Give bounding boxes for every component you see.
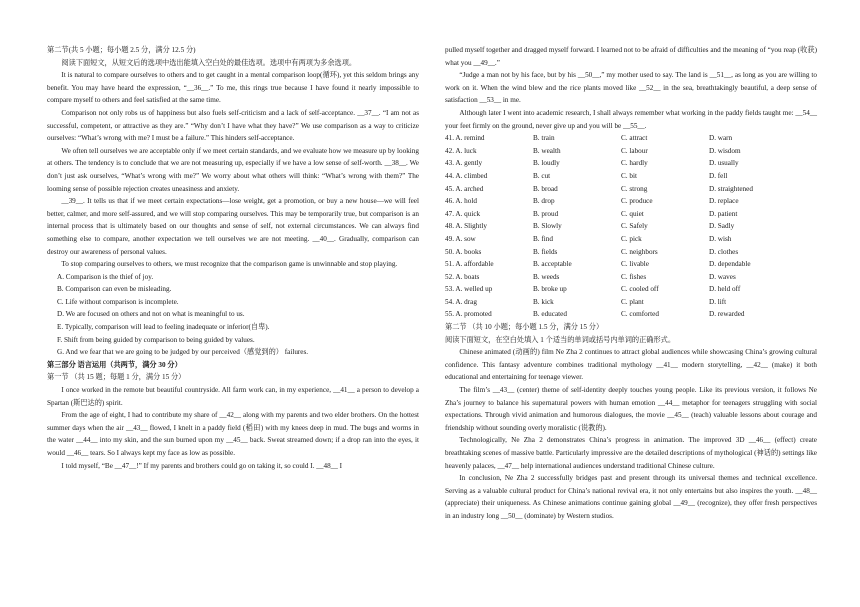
choice-cell: B. proud [533,209,559,218]
section2-title: 第二节 （共 10 小题；每小题 1.5 分，满分 15 分） [445,323,604,332]
grammar-paragraph: In conclusion, Ne Zha 2 successfully bridges past and present through its universal themes and technical excellence. Serving as a valuable cultural product for China’s national revival era, it not only entertains but also inspires the youth. __48__ (appreciate) their uniqueness. As Chinese animations continue gaining global __49__ (recognize), they offer fresh perspectives in an industry long __50__ (dominate) by Western studios. [445,474,817,520]
passage-paragraph: __39__. It tells us that if we meet certain expectations—lose weight, get a promotion, or buy a new house—we will feel better, calmer, and more self-assured, and we will stop comparing ourselves. This may be temporarily true, but comparison is an internal process that is ultimately based on our thoughts and sense of self, not external circumstances. We can always find something else to compare, another expectation we tell ourselves we are not meeting. __40__. Gradually, comparison can destroy our awareness of personal values. [47,197,419,256]
choice-cell: C. Safely [621,222,648,231]
choice-cell: C. quiet [621,209,644,218]
left-column [47,44,419,472]
choice-cell: B. educated [533,310,567,319]
choice-cell: D. usually [709,159,739,168]
part3-title: 第三部分 语言运用（共两节，满分 30 分） [47,360,182,369]
choice-cell: 51. A. affordable [445,260,494,269]
choice-cell: C. cooled off [621,285,659,294]
passage-paragraph: It is natural to compare ourselves to others and to get caught in a mental comparison loop(循环), yet this seldom brings any benefit. You may have heard the expression, “__36__.” To me, this rings true because I have found it nearly impossible to compare myself to others and feel satisfied at the same time. [47,71,419,105]
section2-instructions: 阅读下面短文，在空白处填入 1 个适当的单词或括号内单词的正确形式。 [445,335,676,344]
choice-cell: D. patient [709,209,738,218]
choice-cell: D. rewarded [709,310,745,319]
choice-cell: D. held off [709,285,741,294]
choice-cell: B. acceptable [533,260,572,269]
grammar-paragraph: Chinese animated (动画的) film Ne Zha 2 continues to attract global audiences while showcasing China’s growing cultural confidence. This fantasy adventure combines traditional mythology __41__ modern storytelling, __42__ (make) it both educational and entertaining for teenage viewer. [445,348,817,382]
section1-title: 第一节 （共 15 题；每题 1 分，满分 15 分） [47,373,186,382]
option-b: B. Comparison can even be misleading. [57,285,172,294]
choice-cell: C. strong [621,184,648,193]
choice-cell: B. kick [533,297,554,306]
choice-cell: B. Slowly [533,222,562,231]
choice-cell: B. loudly [533,159,560,168]
choice-cell: D. warn [709,134,733,143]
choice-cell: 55. A. promoted [445,310,492,319]
choice-cell: B. cut [533,171,551,180]
choice-cell: C. produce [621,197,653,206]
choice-cell: B. weeds [533,272,560,281]
right-column [445,44,817,523]
grammar-paragraph: The film’s __43__ (center) theme of self-identity deeply touches young people. Like its previous version, it follows Ne Zha’s journey to balance his supernatural powers with human emotion __44__ metaphor for teenagers struggling with social expectations. Through vivid animation and humorous dialogues, the movie __45__ (teach) valuable lessons about courage and friendship without sounding overly moralistic (说教的). [445,386,817,432]
choice-cell: 45. A. arched [445,184,484,193]
cloze-paragraph: pulled myself together and dragged myself forward. I learned not to be afraid of difficulties and the meaning of “you reap (收获) what you __49__.” [445,46,817,67]
choice-cell: 47. A. quick [445,209,481,218]
choice-cell: B. broad [533,184,558,193]
option-a: A. Comparison is the thief of joy. [57,272,154,281]
grammar-paragraph: Technologically, Ne Zha 2 demonstrates China’s progress in animation. The improved 3D __46__ (effect) create breathtaking scenes of massive battle. Particularly impressive are the detailed descriptions of mythological (神话的) settings like heavenly palaces, __47__ help international audiences understand traditional Chinese culture. [445,436,817,470]
choice-cell: 49. A. sow [445,234,476,243]
choice-cell: D. fell [709,171,728,180]
option-f: F. Shift from being guided by comparison to being guided by values. [57,335,255,344]
choice-cell: D. replace [709,197,739,206]
choice-cell: B. broke up [533,285,567,294]
choice-cell: C. pick [621,234,642,243]
option-g: G. And we fear that we are going to be judged by our perceived（感觉到的） failures. [57,348,309,357]
option-d: D. We are focused on others and not on what is meaningful to us. [57,310,245,319]
cloze-paragraph: Although later I went into academic research, I shall always remember what working in the paddy fields taught me: __54__ your feet firmly on the ground, never give up and you will be __55__. [445,108,817,130]
option-list [47,271,419,359]
cloze-paragraph: I once worked in the remote but beautiful countryside. All farm work can, in my experience, __41__ a person to develop a Spartan (斯巴达的) spirit. [47,386,419,407]
choice-cell: 41. A. remind [445,134,485,143]
choice-cell: 44. A. climbed [445,171,488,180]
choice-cell: B. wealth [533,146,561,155]
section2-title: 第二节(共 5 小题；每小题 2.5 分，满分 12.5 分) [47,46,196,54]
choice-cell: D. lift [709,297,727,306]
choice-cell: 52. A. boats [445,272,480,281]
choice-cell: C. attract [621,134,648,143]
choice-cell: C. plant [621,297,644,306]
cloze-paragraph: “Judge a man not by his face, but by his __50__,” my mother used to say. The land is __51__, as long as you are willing to work on it. When the wind blew and the rice plants moved like __52__ in the sea, breathtakingly beautiful, a deep sense of satisfaction __53__ in me. [445,71,817,105]
choice-cell: D. Sadly [709,222,735,231]
passage-paragraph: To stop comparing ourselves to others, we must recognize that the comparison game is unwinnable and stop playing. [61,260,398,269]
choice-cell: B. train [533,134,555,143]
choice-cell: 50. A. books [445,247,482,256]
choice-cell: 42. A. luck [445,146,477,155]
choice-cell: D. wish [709,234,732,243]
choice-cell: 43. A. gently [445,159,483,168]
choice-cell: B. find [533,234,553,243]
option-e: E. Typically, comparison will lead to feeling inadequate or inferior(自卑). [57,323,270,332]
choice-cell: 46. A. hold [445,197,477,206]
choice-grid [445,132,817,321]
option-c: C. Life without comparison is incomplete. [57,297,179,306]
choice-cell: C. labour [621,146,648,155]
choice-cell: C. bit [621,171,637,180]
choice-cell: C. hardly [621,159,648,168]
choice-cell: 54. A. drag [445,297,477,306]
passage-paragraph: Comparison not only robs us of happiness but also fuels self-criticism and a lack of self-acceptance. __37__. “I am not as successful, competent, or attractive as they are.” “Why don’t I have what they have?” We use comparison as a way to criticize ourselves: “What’s wrong with me? I must be a failure.” This hinders self-acceptance. [47,108,419,143]
choice-cell: D. dependable [709,260,751,269]
choice-cell: D. straightened [709,184,753,193]
choice-cell: 48. A. Slightly [445,222,487,231]
passage-paragraph: We often tell ourselves we are acceptable only if we meet certain standards, and we evaluate how we measure up by looking at others. The tendency is to conclude that we are not measuring up, especially if we have a low sense of self-worth. __38__. We don’t just ask ourselves, “What’s wrong with me?” We worry about what others will think: “What’s wrong with them?” The looming sense of possible rejection creates uneasiness and anxiety. [47,146,419,193]
choice-cell: C. livable [621,260,649,269]
section2-instructions: 阅读下面短文，从短文后的选项中选出能填入空白处的最佳选项。选项中有两项为多余选项。 [61,58,357,67]
choice-cell: B. fields [533,247,558,256]
choice-cell: D. wisdom [709,146,741,155]
choice-cell: C. neighbors [621,247,658,256]
choice-cell: C. comforted [621,310,659,319]
choice-cell: D. waves [709,272,736,281]
choice-cell: B. drop [533,197,555,206]
choice-cell: 53. A. welled up [445,285,493,294]
cloze-paragraph: I told myself, “Be __47__!” If my parents and brothers could go on taking it, so could I. __48__ I [61,461,343,470]
choice-cell: D. clothes [709,247,739,256]
cloze-paragraph: From the age of eight, I had to contribute my share of __42__ along with my parents and two elder brothers. On the hottest summer days when the air __43__ flowed, I knelt in a paddy field (稻田) with my knees deep in mud. The bugs and worms in the water __44__ into my skin, and the sun burned upon my __45__ back. Sweat streamed down; if a drop ran into the eyes, it would __46__ tears. So I always kept my face as low as possible. [47,411,419,457]
choice-cell: C. fishes [621,272,647,281]
